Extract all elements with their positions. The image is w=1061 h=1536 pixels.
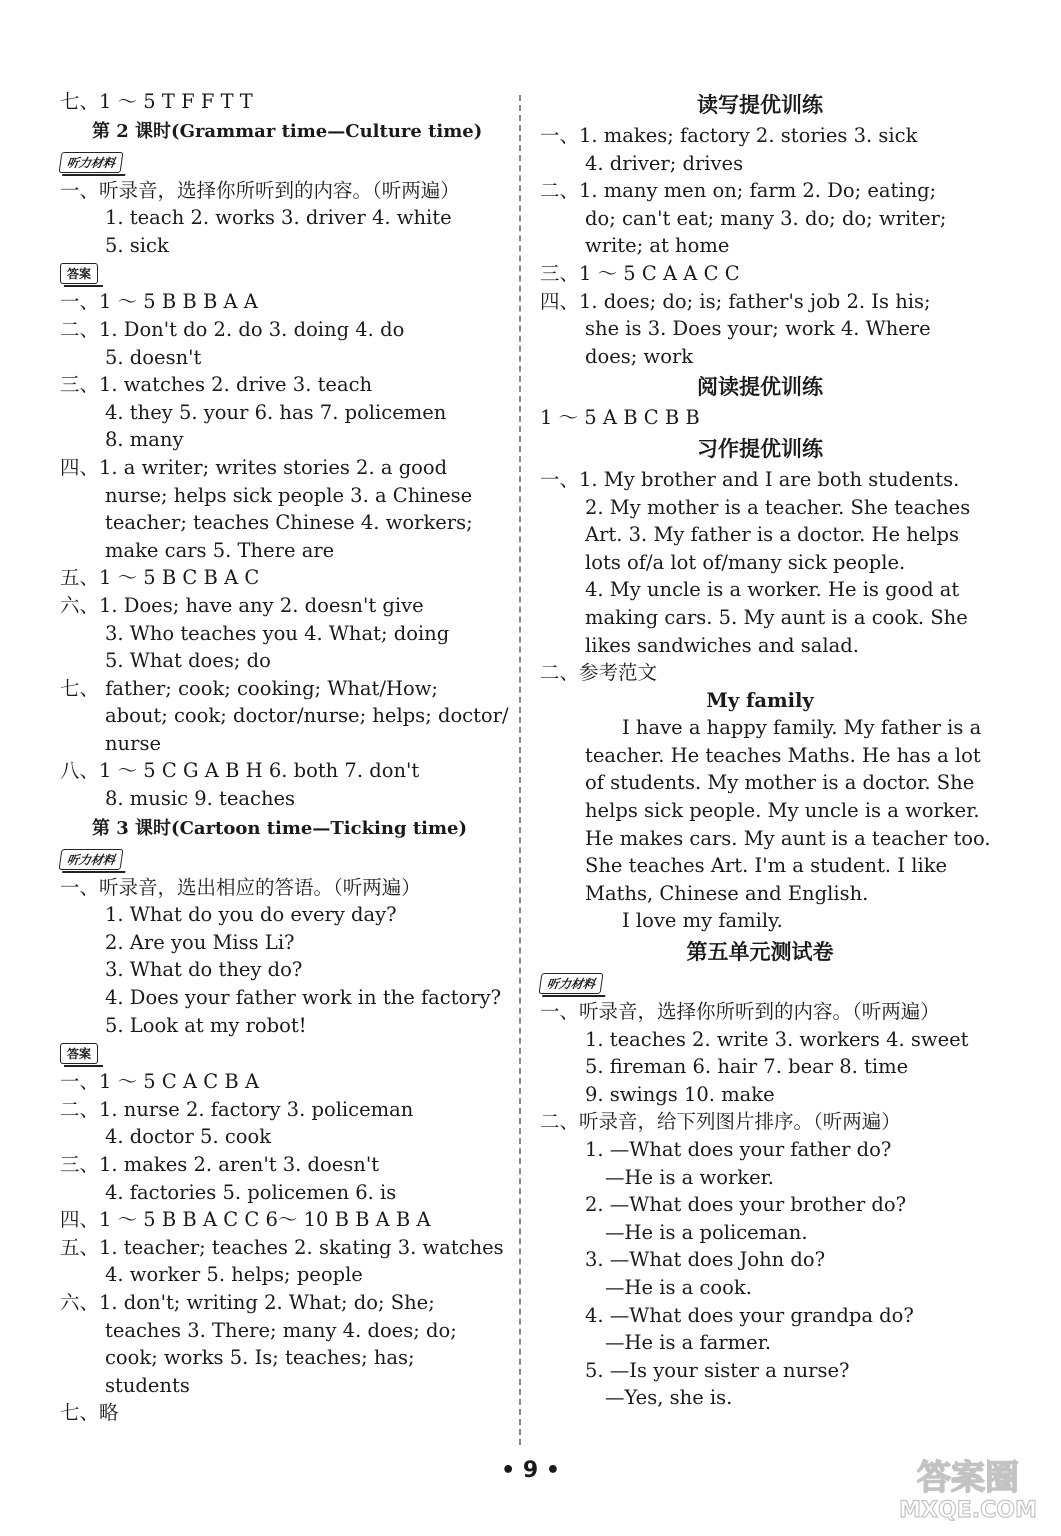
answer-line: 8. music 9. teaches (105, 787, 296, 811)
listening-material-tag: 听力材料 (59, 849, 124, 870)
answer-line: 4. they 5. your 6. has 7. policemen (105, 400, 447, 424)
listening-material-tag: 听力材料 (539, 973, 604, 994)
answer-line: 三、1. makes 2. aren't 3. doesn't (60, 1153, 380, 1176)
watermark-text-cn: 答案圈 (917, 1458, 1019, 1498)
answer-line: 4. Does your father work in the factory? (105, 986, 502, 1010)
answer-line: 9. swings 10. make (585, 1082, 775, 1106)
left-column (60, 88, 509, 1427)
answer-tag: 答案 (60, 1043, 98, 1064)
answer-line: —He is a farmer. (605, 1331, 772, 1355)
answer-line: 七、略 (60, 1401, 119, 1425)
answer-line: 二、1. many men on; farm 2. Do; eating; (540, 179, 937, 203)
answer-line: 一、听录音，选择你所听到的内容。（听两遍） (60, 178, 460, 202)
answer-line: students (105, 1373, 190, 1397)
answer-line: 四、1. does; do; is; father's job 2. Is his; (540, 289, 931, 313)
answer-line: —He is a policeman. (605, 1220, 808, 1244)
answer-line: 二、听录音，给下列图片排序。（听两遍） (540, 1110, 901, 1134)
answer-line: 二、1. nurse 2. factory 3. policeman (60, 1097, 414, 1121)
answer-line: does; work (585, 344, 694, 368)
answer-line: 二、参考范文 (540, 661, 658, 685)
essay-title: My family (706, 688, 814, 712)
answer-line: 4. My uncle is a worker. He is good at (585, 578, 960, 602)
section-tag-row (60, 1039, 500, 1068)
answer-line: 5. sick (105, 233, 169, 257)
answer-tag: 答案 (60, 263, 98, 284)
answer-line: 六、1. Does; have any 2. doesn't give (60, 593, 424, 617)
answer-line: write; at home (585, 234, 730, 258)
answer-line: teacher. He teaches Maths. He has a lot (585, 743, 981, 767)
answer-line: 1. What do you do every day? (105, 903, 397, 927)
watermark-text-en: MXQE.COM (899, 1498, 1037, 1523)
section-title: 习作提优训练 (697, 436, 823, 461)
answer-line: 5. doesn't (105, 345, 202, 369)
answer-line: 4. worker 5. helps; people (105, 1263, 363, 1287)
answer-line: lots of/a lot of/many sick people. (585, 550, 906, 574)
answer-line: 二、1. Don't do 2. do 3. doing 4. do (60, 317, 405, 341)
answer-line: helps sick people. My uncle is a worker. (585, 799, 980, 823)
answer-line: 3. —What does John do? (585, 1248, 826, 1272)
answer-line: 四、1. a writer; writes stories 2. a good (60, 455, 448, 479)
answer-line: cook; works 5. Is; teaches; has; (105, 1346, 415, 1370)
answer-line: do; can't eat; many 3. do; do; writer; (585, 206, 947, 230)
right-column (540, 88, 991, 1412)
page-number: • 9 • (501, 1458, 560, 1483)
answer-line: of students. My mother is a doctor. She (585, 771, 975, 795)
answer-line: 4. doctor 5. cook (105, 1125, 272, 1149)
answer-line: 8. many (105, 428, 184, 452)
answer-line: 1. —What does your father do? (585, 1138, 892, 1161)
section-title: 第五单元测试卷 (686, 940, 834, 965)
section-tag-row (60, 148, 500, 177)
answer-line: 一、1. My brother and I are both students. (540, 467, 960, 491)
answer-line: I love my family. (622, 909, 783, 933)
lesson-heading: 第 3 课时(Cartoon time—Ticking time) (92, 817, 467, 839)
answer-line: 4. factories 5. policemen 6. is (105, 1180, 397, 1204)
section-title: 阅读提优训练 (697, 375, 823, 400)
answer-line: 3. Who teaches you 4. What; doing (105, 621, 450, 645)
answer-line: 1 ～ 5 A B C B B (540, 406, 700, 430)
answer-line: 七、 father; cook; cooking; What/How; (60, 676, 438, 700)
answer-line: 八、1 ～ 5 C G A B H 6. both 7. don't (60, 759, 420, 783)
answer-line: 2. My mother is a teacher. She teaches (585, 495, 971, 519)
answer-line: teaches 3. There; many 4. does; do; (105, 1318, 457, 1342)
answer-line: I have a happy family. My father is a (622, 716, 982, 740)
answer-line: likes sandwiches and salad. (585, 633, 859, 657)
section-title: 读写提优训练 (697, 93, 823, 117)
answer-line: 一、1 ～ 5 C A C B A (60, 1070, 260, 1094)
answer-line: about; cook; doctor/nurse; helps; doctor/ (105, 704, 509, 728)
answer-line: 5. —Is your sister a nurse? (585, 1358, 850, 1382)
answer-line: She teaches Art. I'm a student. I like (585, 854, 948, 878)
answer-line: nurse; helps sick people 3. a Chinese (105, 483, 473, 507)
section-tag-row (540, 969, 980, 998)
answer-line: —He is a worker. (605, 1165, 774, 1189)
answer-line: 5. Look at my robot! (105, 1013, 307, 1037)
answer-line: 四、1 ～ 5 B B A C C 6～ 10 B B A B A (60, 1208, 431, 1232)
answer-line: she is 3. Does your; work 4. Where (585, 317, 931, 341)
answer-line: Art. 3. My father is a doctor. He helps (585, 523, 960, 547)
answer-line: make cars 5. There are (105, 538, 335, 562)
answer-line: 一、听录音，选择你所听到的内容。（听两遍） (540, 1000, 940, 1024)
answer-line: 六、1. don't; writing 2. What; do; She; (60, 1290, 435, 1314)
answer-line: 5. fireman 6. hair 7. bear 8. time (585, 1055, 909, 1079)
answer-line: 五、1 ～ 5 B C B A C (60, 566, 260, 590)
answer-line: —Yes, she is. (605, 1386, 733, 1410)
answer-line: 三、1 ～ 5 C A A C C (540, 261, 740, 285)
answer-line: 一、听录音，选出相应的答语。（听两遍） (60, 875, 421, 899)
answer-line: 2. —What does your brother do? (585, 1193, 907, 1217)
answer-line: 1. teaches 2. write 3. workers 4. sweet (585, 1027, 969, 1051)
watermark-logo (893, 1449, 1043, 1524)
answer-line: 5. What does; do (105, 649, 271, 673)
answer-line: making cars. 5. My aunt is a cook. She (585, 605, 968, 629)
answer-line: 一、1. makes; factory 2. stories 3. sick (540, 124, 918, 147)
answer-line: 七、1 ～ 5 T F F T T (60, 90, 253, 113)
answer-line: 4. driver; drives (585, 151, 744, 175)
listening-material-tag: 听力材料 (59, 152, 124, 173)
answer-line: 一、1 ～ 5 B B B A A (60, 290, 258, 314)
section-tag-row (60, 259, 500, 288)
section-tag-row (60, 845, 500, 874)
answer-line: teacher; teaches Chinese 4. workers; (105, 511, 473, 535)
answer-line: nurse (105, 731, 161, 755)
answer-line: 3. What do they do? (105, 958, 303, 982)
answer-line: 2. Are you Miss Li? (105, 930, 295, 954)
lesson-heading: 第 2 课时(Grammar time—Culture time) (92, 120, 483, 142)
answer-line: Maths, Chinese and English. (585, 881, 869, 905)
column-divider (519, 95, 521, 1445)
answer-line: 五、1. teacher; teaches 2. skating 3. watches (60, 1235, 504, 1259)
answer-line: 三、1. watches 2. drive 3. teach (60, 373, 373, 397)
answer-line: 4. —What does your grandpa do? (585, 1303, 914, 1327)
answer-line: —He is a cook. (605, 1275, 752, 1299)
answer-line: 1. teach 2. works 3. driver 4. white (105, 206, 452, 230)
answer-line: He makes cars. My aunt is a teacher too. (585, 826, 991, 850)
